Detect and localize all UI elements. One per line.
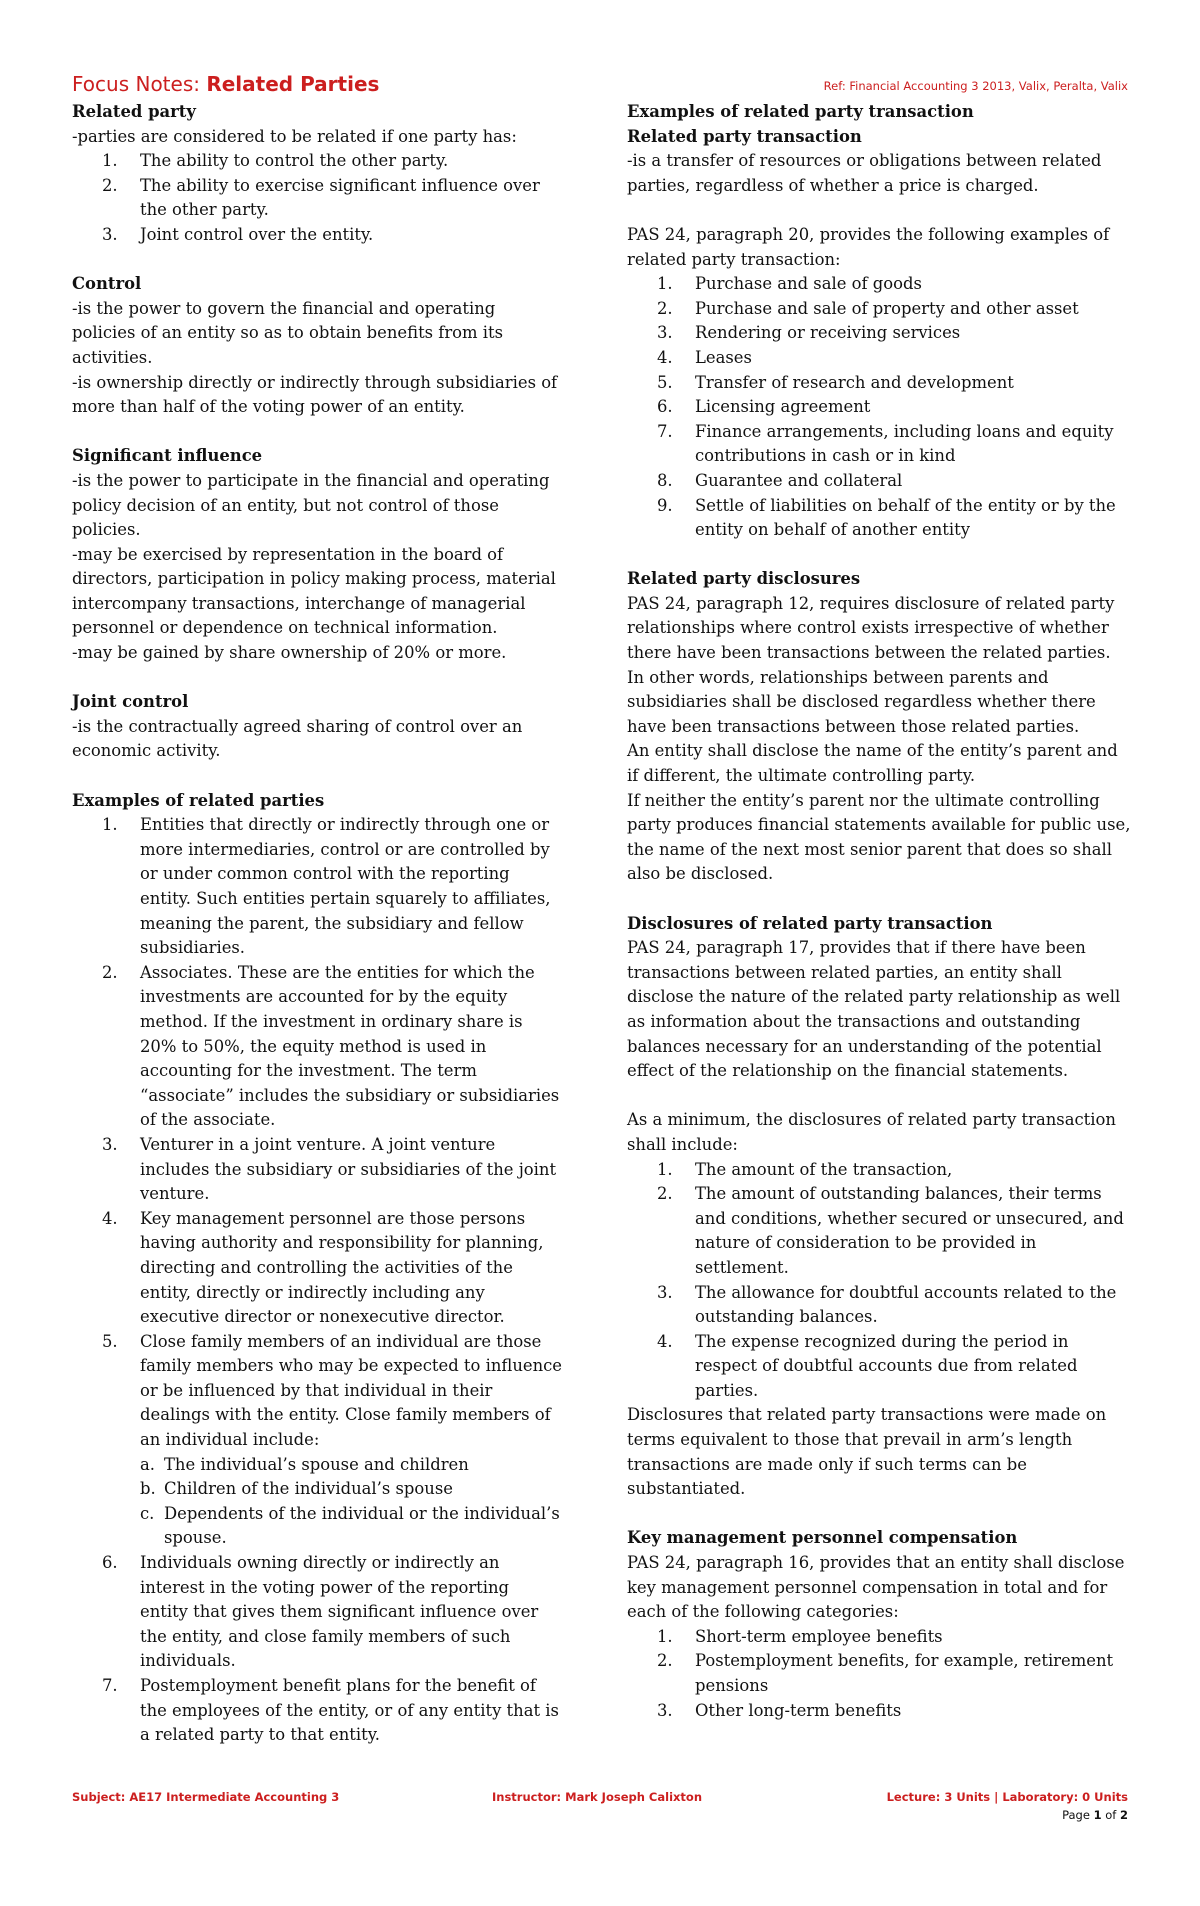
transaction-examples-list xyxy=(627,272,1133,543)
list-item: 2. Purchase and sale of property and other asset xyxy=(657,298,1079,318)
reference-note: Ref: Financial Accounting 3 2013, Valix, Peralta, Valix xyxy=(823,79,1128,93)
heading-related-party-disclosures: Related party disclosures xyxy=(627,569,861,589)
heading-significant-influence: Significant influence xyxy=(72,446,263,466)
disclosures-tx-p2: As a minimum, the disclosures of related party transaction shall include: xyxy=(627,1110,1116,1154)
list-item: 3. Venturer in a joint venture. A joint venture includes the subsidiary or subsidiaries of the joint venture. xyxy=(102,1134,557,1204)
footer-instructor: Instructor: Mark Joseph Calixton xyxy=(492,1790,703,1804)
heading-kmp-compensation: Key management personnel compensation xyxy=(627,1528,1018,1548)
pas24-para20-intro: PAS 24, paragraph 20, provides the following examples of related party transaction: xyxy=(627,224,1110,269)
minimum-disclosures-list xyxy=(627,1158,1133,1404)
list-item: 6. Licensing agreement xyxy=(657,397,871,417)
list-item: 2. Postemployment benefits, for example, retirement pensions xyxy=(657,1651,1114,1695)
list-item: 3. Other long-term benefits xyxy=(657,1700,902,1720)
list-item: 8. Guarantee and collateral xyxy=(657,470,903,490)
list-item: 3. The allowance for doubtful accounts related to the outstanding balances. xyxy=(657,1282,1117,1327)
related-party-conditions-list xyxy=(72,149,562,247)
heading-related-party: Related party xyxy=(72,102,196,121)
joint-control-definition: -is the contractually agreed sharing of control over an economic activity. xyxy=(72,716,523,761)
left-column xyxy=(72,100,562,1748)
sub-list-item: c. Dependents of the individual or the individual’s spouse. xyxy=(140,1503,560,1548)
transaction-definition: -is a transfer of resources or obligations between related parties, regardless of whether a price is charged. xyxy=(627,151,1102,195)
disclosures-tx-p1: PAS 24, paragraph 17, provides that if there have been transactions between related parties, an entity shall disclose the nature of the related party relationship as well as information about the transactions and outstanding balances necessary for an understanding of the potential effect of the relationship on the financial statements. xyxy=(627,938,1121,1081)
disclosures-p3: An entity shall disclose the name of the entity’s parent and if different, the ultimate controlling party. xyxy=(627,741,1118,786)
footer-units: Lecture: 3 Units | Laboratory: 0 Units xyxy=(886,1790,1128,1804)
title-topic: Related Parties xyxy=(206,72,380,96)
heading-control: Control xyxy=(72,274,142,294)
disclosures-p2: In other words, relationships between parents and subsidiaries shall be disclosed regardless whether there have been transactions between those related parties. xyxy=(627,667,1096,736)
heading-examples-related-parties: Examples of related parties xyxy=(72,790,325,810)
significant-influence-def-1: -is the power to participate in the financial and operating policy decision of an entity, but not control of those policies. xyxy=(72,470,550,540)
sub-list-item: a. The individual’s spouse and children xyxy=(140,1454,469,1474)
list-item: 5. Close family members of an individual are those family members who may be expected to influence or be influenced by that individual in their dealings with the entity. Close family members of an individual include: a. The individual’s spouse and children b. Children of the individual’s spouse c. Dependents of the individual or the individual’s spouse. xyxy=(72,1330,562,1551)
list-item: 3. Rendering or receiving services xyxy=(657,323,961,343)
footer-subject: Subject: AE17 Intermediate Accounting 3 xyxy=(72,1790,340,1804)
list-item: 6. Individuals owning directly or indirectly an interest in the voting power of the reporting entity that gives them significant influence over the entity, and close family members of such individuals. xyxy=(102,1553,539,1671)
control-definition-1: -is the power to govern the financial and operating policies of an entity so as to obtain benefits from its activities. xyxy=(72,298,504,367)
list-item: 2. The amount of outstanding balances, their terms and conditions, whether secured or unsecured, and nature of consideration to be provided in settlement. xyxy=(657,1184,1124,1277)
list-item: 7. Postemployment benefit plans for the benefit of the employees of the entity, or of any entity that is a related party to that entity. xyxy=(102,1676,559,1745)
list-item: 4. Key management personnel are those persons having authority and responsibility for planning, directing and controlling the activities of the entity, directly or indirectly including any executive director or nonexecutive director. xyxy=(102,1208,544,1327)
heading-joint-control: Joint control xyxy=(72,692,189,712)
list-item: 1. Entities that directly or indirectly through one or more intermediaries, control or are controlled by or under common control with the reporting entity. Such entities pertain squarely to affiliates, meaning the parent, the subsidiary and fellow subsidiaries. xyxy=(102,815,551,958)
list-item: 2. Associates. These are the entities for which the investments are accounted for by the equity method. If the investment in ordinary share is 20% to 50%, the equity method is used in accounting for the investment. The term “associate” includes the subsidiary or subsidiaries of the associate. xyxy=(102,962,560,1130)
related-party-intro: -parties are considered to be related if one party has: xyxy=(72,126,517,146)
close-family-sublist xyxy=(140,1453,562,1551)
disclosures-p1: PAS 24, paragraph 12, requires disclosure of related party relationships where control exists irrespective of whether there have been transactions between the related parties. xyxy=(627,593,1115,663)
kmp-categories-list xyxy=(627,1625,1133,1723)
page-number: Page 1 of 2 xyxy=(1062,1808,1128,1822)
kmp-p1: PAS 24, paragraph 16, provides that an entity shall disclose key management personnel compensation in total and for each of the following categories: xyxy=(627,1553,1125,1622)
list-item: 5. Transfer of research and development xyxy=(657,372,1014,392)
disclosures-p4: If neither the entity’s parent nor the ultimate controlling party produces financial statements available for public use, the name of the next most senior parent that does so shall also be disclosed. xyxy=(627,790,1131,884)
disclosures-tx-p3: Disclosures that related party transactions were made on terms equivalent to those that prevail in arm’s length transactions are made only if such terms can be substantiated. xyxy=(627,1405,1107,1499)
list-item: 1. Short-term employee benefits xyxy=(657,1626,943,1646)
list-item: 1. Purchase and sale of goods xyxy=(657,274,922,294)
title-prefix: Focus Notes: xyxy=(72,72,207,96)
list-item: 1. The amount of the transaction, xyxy=(657,1159,953,1179)
heading-disclosures-transaction: Disclosures of related party transaction xyxy=(627,913,993,933)
list-item: 2. The ability to exercise significant influence over the other party. xyxy=(102,175,540,220)
list-item: 9. Settle of liabilities on behalf of the entity or by the entity on behalf of another entity xyxy=(657,495,1116,540)
list-item: 7. Finance arrangements, including loans and equity contributions in cash or in kind xyxy=(657,421,1114,466)
sub-list-item: b. Children of the individual’s spouse xyxy=(140,1479,453,1499)
list-item: 4. Leases xyxy=(657,347,752,367)
significant-influence-def-3: -may be gained by share ownership of 20% or more. xyxy=(72,643,507,663)
heading-related-party-transaction: Related party transaction xyxy=(627,126,862,146)
list-item: 3. Joint control over the entity. xyxy=(102,224,374,244)
list-item: 4. The expense recognized during the period in respect of doubtful accounts due from related parties. xyxy=(657,1331,1078,1400)
list-item: 1. The ability to control the other party. xyxy=(102,151,449,171)
right-column xyxy=(627,100,1133,1723)
heading-examples-transaction: Examples of related party transaction xyxy=(627,102,974,121)
control-definition-2: -is ownership directly or indirectly through subsidiaries of more than half of the voting power of an entity. xyxy=(72,372,558,417)
document-title xyxy=(72,72,379,96)
significant-influence-def-2: -may be exercised by representation in the board of directors, participation in policy making process, material intercompany transactions, interchange of managerial personnel or dependence on technical information. xyxy=(72,544,556,638)
examples-related-parties-list xyxy=(72,813,562,1748)
